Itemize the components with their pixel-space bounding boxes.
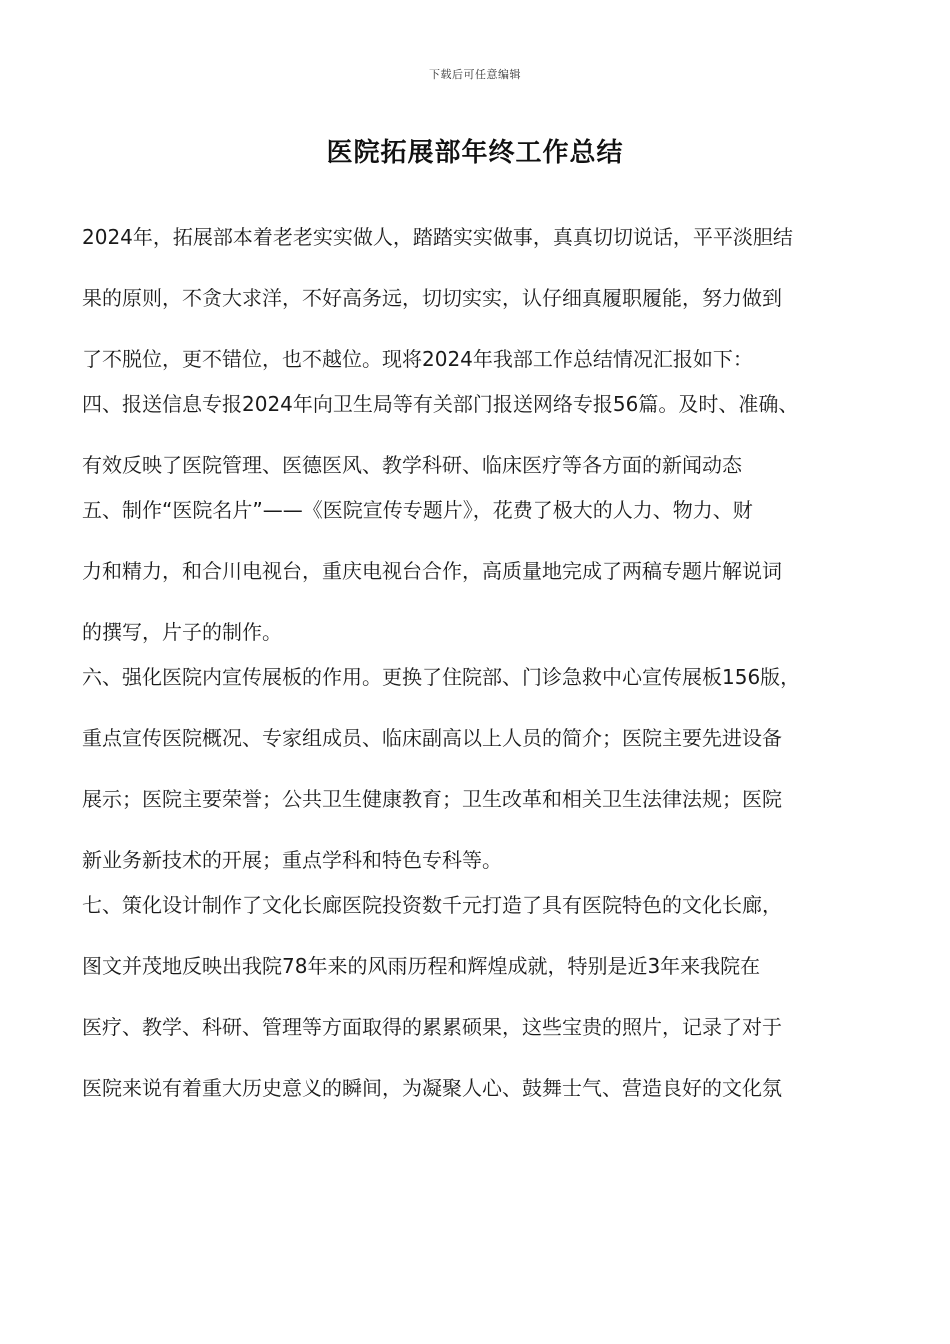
text-line: 力和精力，和合川电视台，重庆电视台合作，高质量地完成了两稿专题片解说词 [82,559,782,583]
text-line: 2024年，拓展部本着老老实实做人，踏踏实实做事，真真切切说话，平平淡胆结 [82,225,793,249]
text-line: 有效反映了医院管理、医德医风、教学科研、临床医疗等各方面的新闻动态 [82,453,742,477]
document-title: 医院拓展部年终工作总结 [326,138,624,168]
paragraph-section-seven [82,885,882,1108]
text-line: 展示；医院主要荣誉；公共卫生健康教育；卫生改革和相关卫生法律法规；医院 [82,787,782,811]
download-note: 下载后可任意编辑 [429,68,521,81]
document-body [82,217,882,1108]
text-line: 了不脱位，更不错位，也不越位。现将2024年我部工作总结情况汇报如下： [82,347,753,371]
text-line: 果的原则，不贪大求洋，不好高务远，切切实实，认仔细真履职履能，努力做到 [82,286,782,310]
text-line: 医院来说有着重大历史意义的瞬间，为凝聚人心、鼓舞士气、营造良好的文化氛 [82,1076,782,1100]
text-line: 医疗、教学、科研、管理等方面取得的累累硕果，这些宝贵的照片，记录了对于 [82,1015,782,1039]
paragraph-section-six [82,657,882,880]
text-line: 重点宣传医院概况、专家组成员、临床副高以上人员的简介；医院主要先进设备 [82,726,782,750]
paragraph-intro [82,217,882,379]
text-line: 五、制作“医院名片”——《医院宣传专题片》，花费了极大的人力、物力、财 [82,498,753,522]
text-line: 六、强化医院内宣传展板的作用。更换了住院部、门诊急救中心宣传展板156版， [82,665,801,689]
paragraph-section-four [82,384,882,485]
text-line: 七、策化设计制作了文化长廊医院投资数千元打造了具有医院特色的文化长廊， [82,893,782,917]
text-line: 新业务新技术的开展；重点学科和特色专科等。 [82,848,502,872]
text-line: 图文并茂地反映出我院78年来的风雨历程和辉煌成就，特别是近3年来我院在 [82,954,761,978]
text-line: 四、报送信息专报2024年向卫生局等有关部门报送网络专报56篇。及时、准确、 [82,392,799,416]
paragraph-section-five [82,490,882,652]
text-line: 的撰写，片子的制作。 [82,620,282,644]
